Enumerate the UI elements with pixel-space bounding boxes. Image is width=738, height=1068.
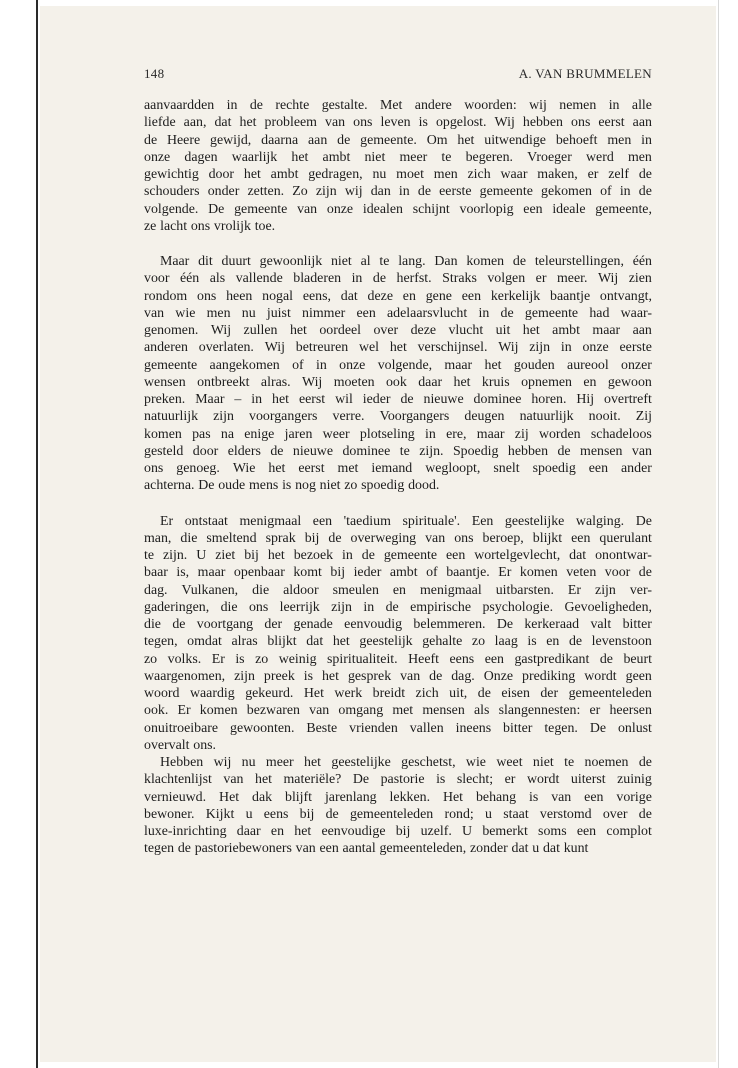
scan-edge-left	[36, 0, 38, 1068]
text-line: achterna. De oude mens is nog niet zo spoedig dood.	[144, 478, 440, 494]
text-line: luxe-inrichting daar en het eenvoudige bij uzelf. U bemerkt soms een complot	[144, 824, 652, 839]
scan-edge-right	[718, 0, 719, 1068]
text-line: gaderingen, die ons leerrijk zijn in de empirische psychologie. Gevoeligheden,	[144, 599, 652, 615]
text-line: aanvaardden in de rechte gestalte. Met andere woorden: wij nemen in alle	[144, 98, 652, 113]
text-line: ook. Er komen bezwaren van omgang met mensen als slangennesten: er heersen	[144, 703, 652, 719]
text-line: tegen, omdat alras blijkt dat het geestelijk gehalte zo laag is en de levenstoon	[144, 634, 652, 650]
text-line: Hebben wij nu meer het geestelijke geschetst, wie weet niet te noemen de	[160, 755, 652, 770]
text-line: ons genoeg. Wie het eerst met iemand wegloopt, snelt spoedig een ander	[144, 461, 652, 476]
text-line: schouders onder zetten. Zo zijn wij dan in de eerste gemeente gekomen of in de	[144, 184, 652, 200]
text-line: gemeente aangekomen of in onze volgende, maar het gouden aureool onzer	[144, 357, 652, 373]
page-number: 148	[144, 66, 165, 81]
text-line: bewoner. Kijkt u eens bij de gemeenteleden rond; u staat verstomd over de	[144, 806, 652, 822]
paragraph	[144, 513, 652, 755]
text-line: Er ontstaat menigmaal een 'taedium spirituale'. Een geestelijke walging. De	[160, 513, 652, 529]
text-line: wensen ontbreekt alras. Wij moeten ook daar het kruis opnemen en gewoon	[144, 374, 652, 390]
text-line: vernieuwd. Het dak blijft jarenlang lekken. Het behang is van een vorige	[144, 789, 652, 805]
text-line: van wie men nu juist nimmer een adelaarsvlucht in de gemeente had waar-	[144, 305, 652, 321]
text-line: rondom ons heen nogal eens, dat deze en gene een kerkelijk baantje ontvangt,	[144, 288, 652, 304]
text-line: die de voortgang der genade eenvoudig belemmeren. De kerkeraad valt bitter	[144, 617, 652, 632]
paragraph	[144, 253, 652, 495]
text-line: preken. Maar – in het eerst wil ieder de nieuwe dominee horen. Hij overtreft	[144, 392, 652, 407]
text-line: gewichtig door het ambt gedragen, nu moet men zich waar maken, er zelf de	[144, 167, 652, 182]
text-line: de Heere gewijd, daarna aan de gemeente. Om het uitwendige behoeft men in	[144, 132, 652, 148]
text-line: klachtenlijst van het materiële? De pastorie is slecht; er wordt uiterst zuinig	[144, 772, 652, 788]
text-line: man, die smeltend sprak bij de overweging van ons beroep, blijkt een querulant	[144, 530, 652, 546]
text-line: volgende. De gemeente van onze idealen schijnt voorlopig een ideale gemeente,	[144, 201, 652, 217]
text-line: natuurlijk zijn voorgangers verre. Voorgangers deugen natuurlijk nooit. Zij	[144, 409, 652, 425]
text-line: onze dagen waarlijk het ambt niet meer te begeren. Vroeger werd men	[144, 149, 652, 165]
text-line: overvalt ons.	[144, 737, 217, 753]
text-line: woord waardig gekeurd. Het werk breidt zich uit, de eisen der gemeenteleden	[144, 686, 652, 701]
running-head: A. VAN BRUMMELEN	[518, 66, 652, 81]
text-line: te zijn. U ziet bij het bezoek in de gemeente een wortelgevlecht, dat onontwar-	[144, 548, 652, 563]
text-line: baar is, maar openbaar komt bij ieder ambt of baantje. Er komen veten voor de	[144, 565, 652, 581]
text-line: tegen de pastoriebewoners van een aantal gemeenteleden, zonder dat u dat kunt	[144, 841, 589, 857]
paragraph-gap	[144, 495, 652, 513]
text-line: gesteld door elders de nieuwe dominee te zijn. Spoedig hebben de mensen van	[144, 443, 652, 459]
text-line: anderen overlaten. Wij betreuren wel het verschijnsel. Wij zijn in onze eerste	[144, 340, 652, 356]
text-line: liefde aan, dat het probleem van ons leven is opgelost. Wij hebben ons eerst aan	[144, 115, 652, 131]
text-line: Maar dit duurt gewoonlijk niet al te lang. Dan komen de teleurstellingen, één	[160, 254, 652, 269]
text-line: voor één als vallende bladeren in de herfst. Straks volgen er meer. Wij zien	[144, 271, 652, 287]
text-line: zo volks. Er is zo weinig spiritualiteit. Heeft eens een gastpredikant de beurt	[144, 651, 652, 667]
text-line: onuitroeibare gewoonten. Beste vrienden vallen ineens bitter tegen. De onlust	[144, 720, 652, 736]
paragraph	[144, 754, 652, 858]
text-line: waargenomen, zijn preek is het gesprek van de dag. Onze prediking wordt geen	[144, 668, 652, 684]
text-line: dag. Vulkanen, die aldoor smeulen en menigmaal uitbarsten. Er zijn ver-	[144, 582, 652, 598]
body-text	[144, 97, 652, 858]
text-line: ze lacht ons vrolijk toe.	[144, 218, 276, 234]
text-line: genomen. Wij zullen het oordeel over deze vlucht uit het ambt maar aan	[144, 323, 652, 338]
paragraph	[144, 97, 652, 235]
text-line: komen pas na enige jaren weer plotseling in ere, maar zij worden schadeloos	[144, 426, 652, 442]
paragraph-gap	[144, 235, 652, 253]
